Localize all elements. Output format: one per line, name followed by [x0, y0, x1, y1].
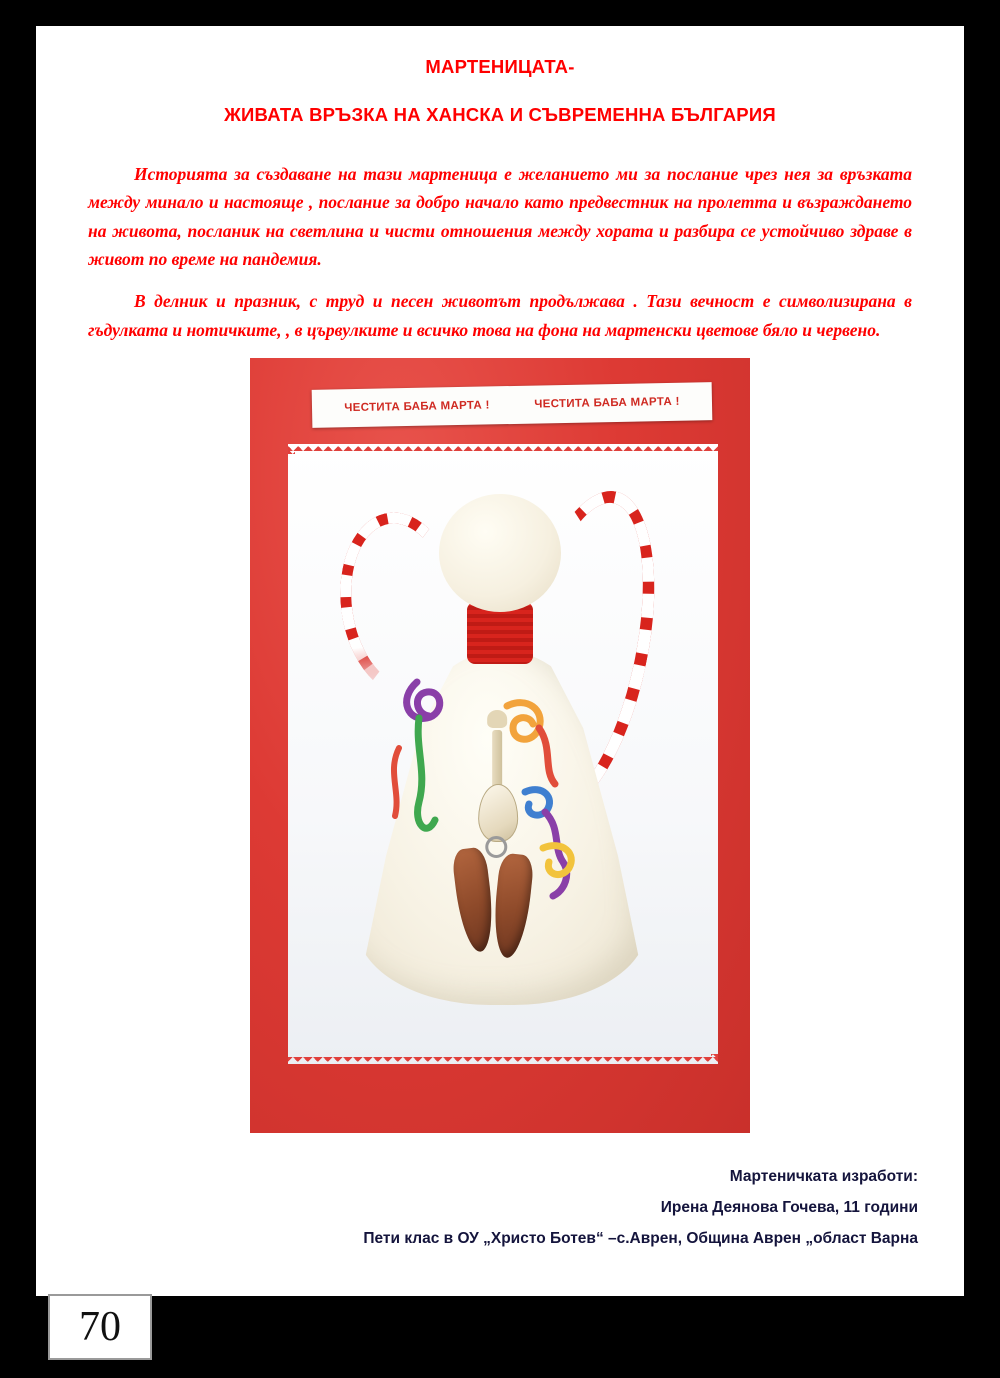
gadulka-charm	[475, 710, 521, 842]
paragraph-1-text: Историята за създаване на тази мартеница е желанието ми за послание чрез нея за връзката между минало и настояще , послание за добро начало като предвестник на пролетта и възраждането на живота, посланик на светлина и чисти отношения между хората и разбира се устойчиво здраве в живот по време на пандемия.	[88, 164, 912, 270]
title-block	[36, 26, 964, 126]
page-title-line-2: ЖИВАТА ВРЪЗКА НА ХАНСКА И СЪВРЕМЕННА БЪЛГАРИЯ	[224, 104, 776, 125]
paragraph-2-text: В делник и празник, с труд и песен животът продължава . Тази вечност е символизирана в гъдулката и нотичките, , в цървулките и всичко това на фона на мартенски цветове бяло и червено.	[88, 291, 912, 340]
credits-line-2: Ирена Деянова Гочева, 11 години	[660, 1199, 918, 1217]
tsarvuli-charms	[455, 834, 541, 962]
charm-ring	[485, 836, 507, 858]
greeting-text-left: ЧЕСТИТА БАБА МАРТА !	[344, 399, 490, 415]
greeting-banner	[312, 382, 713, 428]
body-text	[88, 160, 912, 344]
deckle-edge-left	[288, 444, 295, 1064]
credits-block	[36, 1161, 918, 1254]
page-number-value: 70	[79, 1304, 121, 1350]
credits-line-3: Пети клас в ОУ „Христо Ботев“ –с.Аврен, Община Аврен „област Варна	[363, 1230, 918, 1248]
tsarvul-left	[451, 846, 497, 953]
deckle-edge-right	[711, 444, 718, 1064]
deckle-edge-top	[288, 444, 718, 451]
slide-sheet	[36, 26, 964, 1296]
doll-wool-head	[439, 494, 561, 612]
page-title-line-1: МАРТЕНИЦАТА-	[425, 56, 575, 77]
credits-line-1: Мартеничката изработи:	[729, 1168, 918, 1186]
page-number-badge	[48, 1294, 152, 1360]
deckle-edge-bottom	[288, 1057, 718, 1064]
paragraph-2	[88, 287, 912, 344]
gadulka-head	[487, 710, 507, 728]
tsarvul-right	[490, 853, 535, 960]
martenitsa-doll	[335, 452, 665, 1012]
greeting-text-right: ЧЕСТИТА БАБА МАРТА !	[534, 395, 680, 411]
gadulka-neck	[492, 730, 502, 792]
paragraph-1	[88, 160, 912, 273]
photograph	[250, 358, 750, 1133]
